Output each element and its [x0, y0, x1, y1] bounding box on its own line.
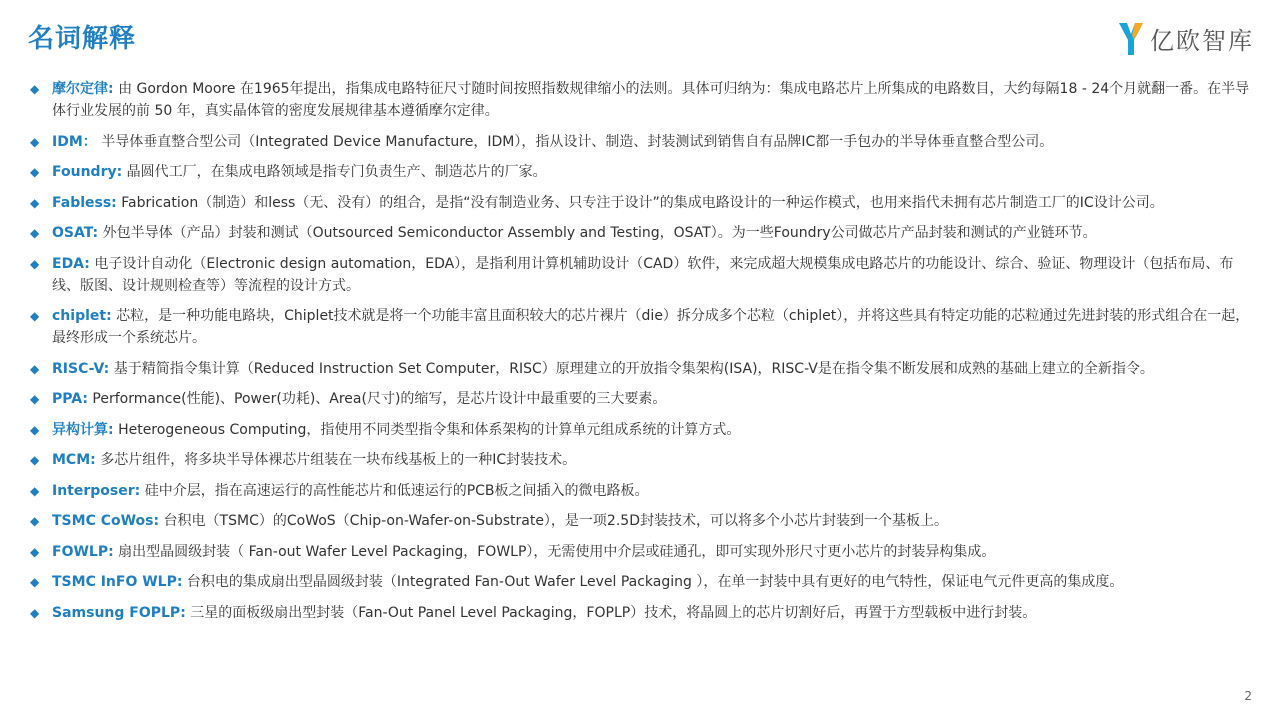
term-item [30, 419, 1258, 441]
term-item [30, 571, 1258, 593]
term-name: PPA: [52, 391, 88, 407]
term-item [30, 449, 1258, 471]
term-item [30, 78, 1258, 122]
term-name: IDM： [52, 133, 97, 150]
term-definition: 三星的面板级扇出型封装（Fan-Out Panel Level Packaging，FOPLP）技术，将晶圆上的芯片切割好后，再置于方型载板中进行封装。 [190, 604, 1037, 621]
term-name: TSMC CoWos: [52, 513, 160, 529]
term-name: 异构计算: [52, 421, 114, 438]
diamond-bullet-icon: ◆ [30, 195, 40, 210]
diamond-bullet-icon: ◆ [30, 514, 40, 528]
term-name: Foundry: [52, 164, 123, 180]
term-name: MCM: [52, 452, 96, 468]
diamond-bullet-icon: ◆ [30, 422, 40, 437]
diamond-bullet-icon: ◆ [30, 605, 40, 620]
diamond-bullet-icon: ◆ [30, 165, 40, 179]
diamond-bullet-icon: ◆ [30, 575, 40, 589]
term-name: chiplet: [52, 308, 112, 324]
term-definition: 基于精简指令集计算（Reduced Instruction Set Computer，RISC）原理建立的开放指令集架构(ISA)，RISC-V是在指令集不断发展和成熟的基础上建立的全新指令。 [113, 360, 1154, 377]
page-title: 名词解释 [28, 24, 137, 54]
logo [1118, 18, 1254, 58]
diamond-bullet-icon: ◆ [30, 134, 40, 149]
term-name: Samsung FOPLP: [52, 604, 186, 621]
term-definition: 芯粒，是一种功能电路块，Chiplet技术就是将一个功能丰富且面积较大的芯片裸片（die）拆分成多个芯粒（chiplet），并将这些具有特定功能的芯粒通过先进封装的形式组合在一起，最终形成一个系统芯片。 [52, 308, 1250, 346]
diamond-bullet-icon: ◆ [30, 226, 40, 240]
term-item [30, 480, 1258, 502]
logo-mark-icon [1118, 20, 1144, 56]
diamond-bullet-icon: ◆ [30, 361, 40, 376]
term-item [30, 510, 1258, 532]
diamond-bullet-icon: ◆ [30, 256, 40, 271]
page-number: 2 [1244, 689, 1252, 703]
term-item [30, 192, 1258, 214]
term-definition: 电子设计自动化（Electronic design automation，EDA），是指利用计算机辅助设计（CAD）软件，来完成超大规模集成电路芯片的功能设计、综合、验证、物理设计（包括布局、布线、版图、设计规则检查等）等流程的设计方式。 [52, 255, 1234, 294]
term-item [30, 253, 1258, 297]
diamond-bullet-icon: ◆ [30, 544, 40, 559]
term-name: FOWLP: [52, 543, 114, 560]
term-item [30, 388, 1258, 410]
logo-text: 亿欧智库 [1150, 26, 1254, 55]
term-definition: 由 Gordon Moore 在1965年提出，指集成电路特征尺寸随时间按照指数规律缩小的法则。具体可归纳为：集成电路芯片上所集成的电路数目，大约每隔18 - 24个月就翻一番。在半导体行业发展的前 50 年，真实晶体管的密度发展规律基本遵循摩尔定律。 [52, 81, 1250, 119]
term-item [30, 161, 1258, 183]
term-name: EDA: [52, 255, 90, 272]
term-definition: Heterogeneous Computing，指使用不同类型指令集和体系架构的计算单元组成系统的计算方式。 [118, 421, 741, 438]
term-item [30, 222, 1258, 244]
term-definition: 多芯片组件，将多块半导体裸芯片组装在一块布线基板上的一种IC封装技术。 [100, 452, 577, 468]
diamond-bullet-icon: ◆ [30, 483, 40, 498]
term-item [30, 131, 1258, 153]
diamond-bullet-icon: ◆ [30, 309, 40, 323]
diamond-bullet-icon: ◆ [30, 392, 40, 406]
term-name: TSMC InFO WLP: [52, 574, 183, 590]
term-item [30, 602, 1258, 624]
diamond-bullet-icon: ◆ [30, 453, 40, 467]
term-definition: 外包半导体（产品）封装和测试（Outsourced Semiconductor Assembly and Testing，OSAT）。为一些Foundry公司做芯片产品封装和测试的产业链环节。 [102, 225, 1097, 241]
term-name: Interposer: [52, 482, 141, 499]
term-name: RISC-V: [52, 360, 110, 377]
diamond-bullet-icon: ◆ [30, 82, 40, 96]
term-definition: 硅中介层，指在高速运行的高性能芯片和低速运行的PCB板之间插入的微电路板。 [144, 482, 649, 499]
term-item [30, 541, 1258, 563]
term-name: OSAT: [52, 225, 99, 241]
term-item [30, 358, 1258, 380]
term-definition: Fabrication（制造）和less（无、没有）的组合，是指“没有制造业务、只专注于设计”的集成电路设计的一种运作模式，也用来指代未拥有芯片制造工厂的IC设计公司。 [121, 194, 1164, 211]
term-name: Fabless: [52, 194, 117, 211]
term-list [30, 78, 1258, 632]
term-definition: 台积电的集成扇出型晶圆级封装（Integrated Fan-Out Wafer Level Packaging ），在单一封装中具有更好的电气特性，保证电气元件更高的集成度。 [186, 574, 1124, 590]
term-definition: 半导体垂直整合型公司（Integrated Device Manufacture，IDM），指从设计、制造、封装测试到销售自有品牌IC都一手包办的半导体垂直整合型公司。 [101, 133, 1054, 150]
term-item [30, 305, 1258, 349]
term-definition: 晶圆代工厂，在集成电路领域是指专门负责生产、制造芯片的厂家。 [126, 164, 547, 180]
term-definition: 扇出型晶圆级封装（ Fan-out Wafer Level Packaging，FOWLP），无需使用中介层或硅通孔，即可实现外形尺寸更小芯片的封装异构集成。 [118, 543, 996, 560]
term-definition: Performance(性能)、Power(功耗)、Area(尺寸)的缩写，是芯片设计中最重要的三大要素。 [92, 391, 667, 407]
term-name: 摩尔定律: [52, 81, 114, 97]
term-definition: 台积电（TSMC）的CoWoS（Chip-on-Wafer-on-Substrate），是一项2.5D封装技术，可以将多个小芯片封装到一个基板上。 [163, 513, 948, 529]
